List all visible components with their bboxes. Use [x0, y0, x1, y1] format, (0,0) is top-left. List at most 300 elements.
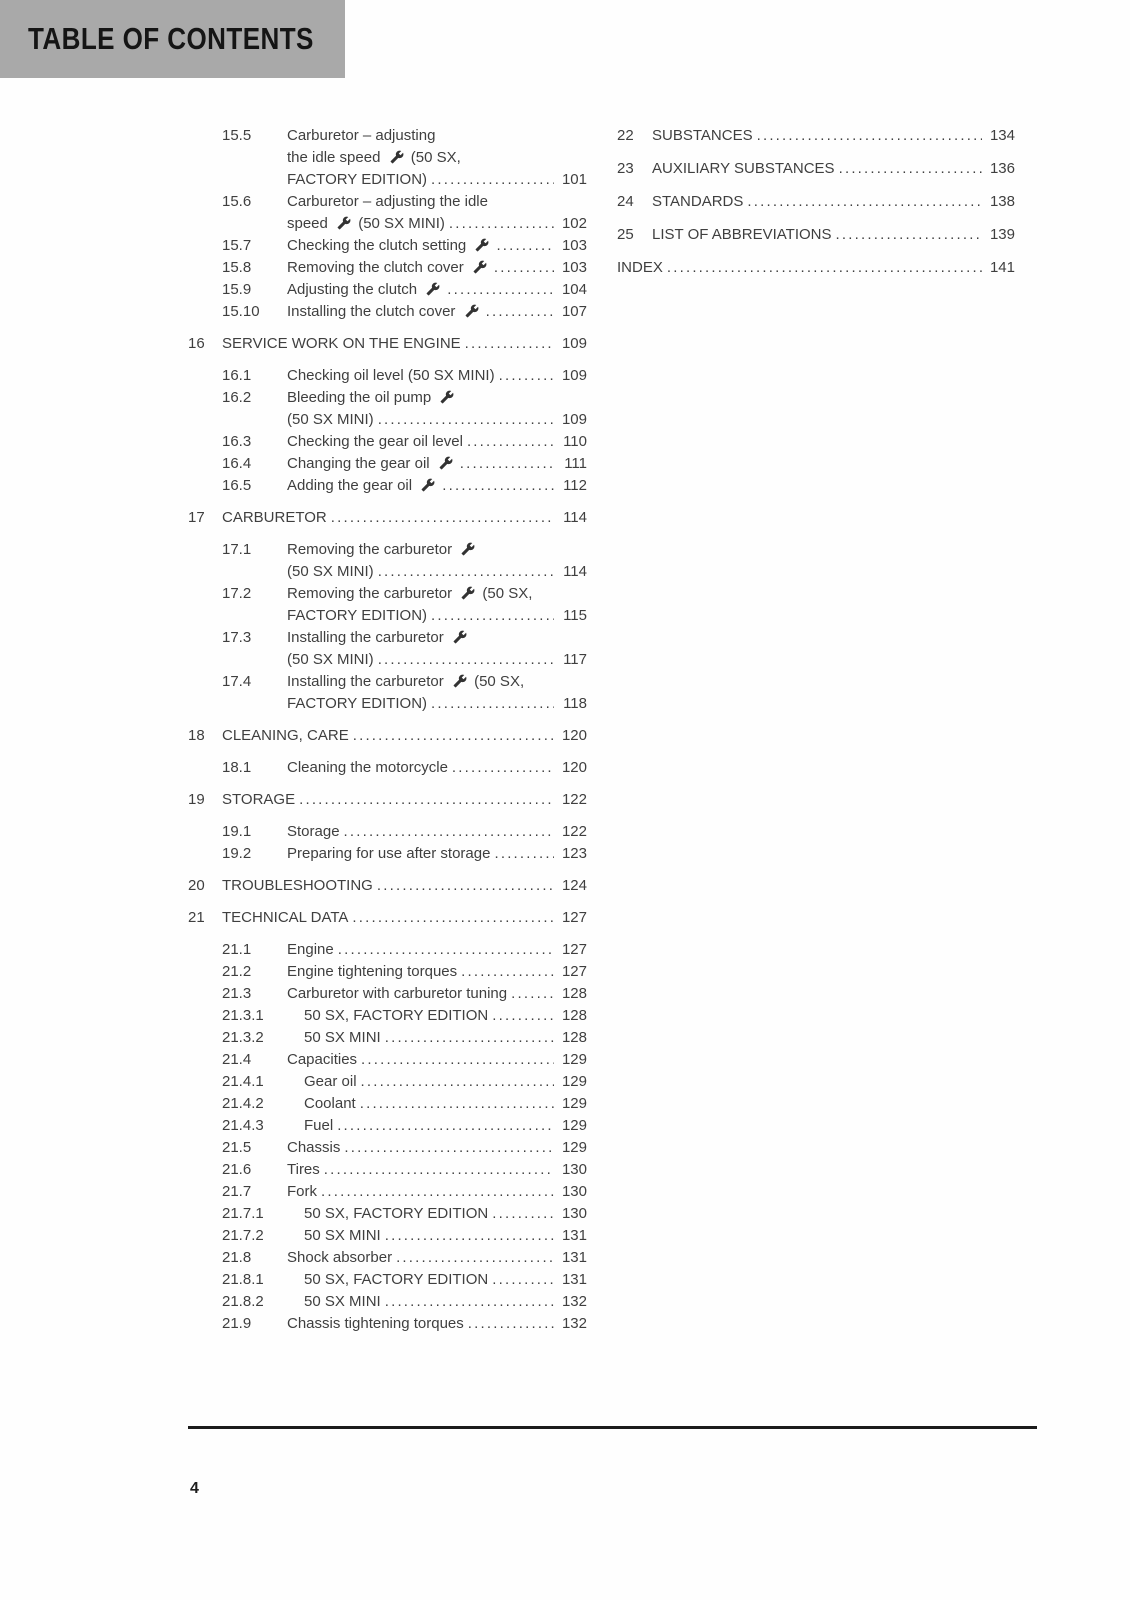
page-title: TABLE OF CONTENTS — [28, 21, 314, 56]
toc-entry-title: Checking oil level (50 SX MINI) — [287, 367, 495, 384]
toc-entry-page: 130 — [561, 1161, 587, 1178]
toc-entry-number: 21.7.2 — [222, 1227, 264, 1244]
toc-entry-title: STORAGE — [222, 791, 296, 808]
toc-entry-body — [222, 907, 587, 929]
toc-entry — [188, 983, 587, 1005]
leader-dots — [486, 301, 554, 323]
toc-entry — [188, 583, 587, 627]
leader-dots — [467, 431, 554, 453]
toc-entry-body — [287, 939, 587, 961]
leader-dots — [321, 1181, 554, 1203]
toc-entry — [188, 453, 587, 475]
footer-rule — [188, 1426, 1037, 1429]
toc-entry-title: SERVICE WORK ON THE ENGINE — [222, 335, 461, 352]
toc-entry-number: 21.4.1 — [222, 1073, 264, 1090]
leader-dots — [431, 693, 554, 715]
toc-entry-number: 21.4.3 — [222, 1117, 264, 1134]
toc-entry-page: 101 — [561, 171, 587, 188]
toc-entry — [188, 671, 587, 715]
toc-entry-title: Carburetor – adjusting — [287, 127, 436, 144]
toc-entry-body — [287, 1313, 587, 1335]
toc-entry-number: 22 — [617, 127, 634, 144]
toc-entry-page: 120 — [561, 759, 587, 776]
toc-entry-body — [222, 875, 587, 897]
toc-entry-number: 21.5 — [222, 1139, 252, 1156]
toc-entry-title: Removing the carburetor — [287, 539, 478, 561]
toc-entry-page: 132 — [561, 1293, 587, 1310]
toc-entry-title: Carburetor with carburetor tuning — [287, 985, 508, 1002]
toc-entry-page: 109 — [561, 367, 587, 384]
toc-entry-title: 50 SX, FACTORY EDITION — [304, 1271, 489, 1288]
leader-dots — [460, 453, 554, 475]
toc-entry — [188, 257, 587, 279]
toc-entry-title: Installing the carburetor — [287, 627, 470, 649]
toc-entry-number: 16.5 — [222, 477, 252, 494]
toc-entry-number: 21.7.1 — [222, 1205, 264, 1222]
toc-entry-body — [652, 125, 1015, 147]
toc-entry-number: 15.6 — [222, 193, 252, 210]
toc-entry-title: Fork — [287, 1183, 317, 1200]
toc-entry-title: SUBSTANCES — [652, 127, 753, 144]
toc-entry-body — [287, 1137, 587, 1159]
leader-dots — [396, 1247, 554, 1269]
toc-entry-title: speed (50 SX MINI) — [287, 215, 445, 232]
toc-entry-title: TROUBLESHOOTING — [222, 877, 373, 894]
toc-entry-page: 134 — [989, 127, 1015, 144]
leader-dots — [338, 939, 554, 961]
toc-entry-page: 129 — [561, 1095, 587, 1112]
toc-entry-page: 103 — [561, 237, 587, 254]
toc-entry-number: 18.1 — [222, 759, 252, 776]
toc-entry-number: 25 — [617, 226, 634, 243]
leader-dots — [757, 125, 982, 147]
toc-entry-number: 21.3.2 — [222, 1029, 264, 1046]
toc-entry-body — [287, 821, 587, 843]
toc-entry-page: 109 — [561, 411, 587, 428]
toc-entry-title: 50 SX, FACTORY EDITION — [304, 1007, 489, 1024]
toc-entry-page: 130 — [561, 1183, 587, 1200]
leader-dots — [353, 725, 554, 747]
leader-dots — [468, 1313, 554, 1335]
wrench-icon — [453, 630, 467, 644]
toc-entry — [188, 539, 587, 583]
toc-entry-title: FACTORY EDITION) — [287, 171, 428, 188]
toc-entry — [188, 365, 587, 387]
toc-entry-body — [287, 843, 587, 865]
toc-entry — [188, 1093, 587, 1115]
toc-entry — [188, 939, 587, 961]
toc-entry-title: Chassis — [287, 1139, 341, 1156]
leader-dots — [494, 843, 554, 865]
leader-dots — [496, 235, 554, 257]
toc-entry-body — [287, 627, 587, 671]
toc-entry — [188, 627, 587, 671]
toc-entry-body — [304, 1291, 587, 1313]
toc-entry-page: 122 — [561, 823, 587, 840]
leader-dots — [492, 1269, 554, 1291]
toc-chapter-entry — [617, 158, 1015, 180]
toc-entry — [617, 257, 1015, 279]
toc-entry — [188, 125, 587, 191]
toc-entry-title: 50 SX MINI — [304, 1227, 381, 1244]
toc-entry-body — [652, 224, 1015, 246]
leader-dots — [352, 907, 554, 929]
leader-dots — [324, 1159, 554, 1181]
toc-entry-title: Changing the gear oil — [287, 453, 456, 475]
toc-entry-body — [287, 1159, 587, 1181]
toc-entry-number: 24 — [617, 193, 634, 210]
toc-entry-number: 20 — [188, 877, 205, 894]
toc-entry — [188, 1291, 587, 1313]
toc-entry-title: TECHNICAL DATA — [222, 909, 349, 926]
toc-entry-title: Gear oil — [304, 1073, 357, 1090]
toc-entry-body — [287, 1247, 587, 1269]
toc-entry-page: 129 — [561, 1139, 587, 1156]
toc-entry-page: 114 — [563, 563, 587, 580]
toc-entry-title: Preparing for use after storage — [287, 845, 491, 862]
leader-dots — [461, 961, 554, 983]
toc-chapter-entry — [617, 191, 1015, 213]
toc-entry-page: 141 — [989, 259, 1015, 276]
toc-entry-title: INDEX — [617, 259, 663, 276]
toc-entry-body — [222, 725, 587, 747]
toc-entry-body — [652, 158, 1015, 180]
leader-dots — [361, 1071, 554, 1093]
toc-entry-page: 138 — [989, 193, 1015, 210]
toc-entry-number: 21.7 — [222, 1183, 252, 1200]
wrench-icon — [461, 586, 475, 600]
toc-entry-body — [287, 125, 587, 191]
toc-entry-title: Installing the carburetor (50 SX, — [287, 673, 525, 690]
leader-dots — [492, 1203, 554, 1225]
wrench-icon — [439, 456, 453, 470]
toc-entry — [188, 431, 587, 453]
toc-entry-body — [287, 431, 587, 453]
toc-entry-number: 21.8.1 — [222, 1271, 264, 1288]
leader-dots — [452, 757, 554, 779]
toc-entry-body — [287, 539, 587, 583]
toc-entry-title: Storage — [287, 823, 340, 840]
toc-entry-number: 16.1 — [222, 367, 252, 384]
leader-dots — [667, 257, 982, 279]
leader-dots — [331, 507, 554, 529]
toc-entry-body — [304, 1005, 587, 1027]
toc-entry — [188, 475, 587, 497]
toc-entry-page: 115 — [563, 607, 587, 624]
toc-entry-body — [287, 475, 587, 497]
toc-chapter-entry — [188, 333, 587, 355]
leader-dots — [378, 561, 554, 583]
toc-entry — [188, 191, 587, 235]
leader-dots — [442, 475, 554, 497]
toc-entry-body — [304, 1225, 587, 1247]
toc-entry-page: 112 — [563, 477, 587, 494]
toc-entry-number: 16.4 — [222, 455, 252, 472]
toc-entry-page: 122 — [561, 791, 587, 808]
toc-entry — [188, 1027, 587, 1049]
toc-entry-title: CARBURETOR — [222, 509, 327, 526]
toc-entry-page: 109 — [561, 335, 587, 352]
toc-entry-number: 19.1 — [222, 823, 252, 840]
toc-entry-page: 114 — [563, 509, 587, 526]
toc-entry-page: 107 — [561, 303, 587, 320]
leader-dots — [499, 365, 554, 387]
toc-entry — [188, 961, 587, 983]
footer-page-number: 4 — [190, 1480, 199, 1497]
toc-entry-body — [287, 583, 587, 627]
toc-entry — [188, 279, 587, 301]
toc-entry-title: Cleaning the motorcycle — [287, 759, 448, 776]
wrench-icon — [475, 238, 489, 252]
toc-entry-number: 15.5 — [222, 127, 252, 144]
toc-entry-number: 17 — [188, 509, 205, 526]
toc-entry-body — [304, 1027, 587, 1049]
toc-chapter-entry — [188, 875, 587, 897]
toc-entry-title: Carburetor – adjusting the idle — [287, 193, 488, 210]
toc-entry-body — [287, 191, 587, 235]
toc-entry-body — [287, 257, 587, 279]
leader-dots — [385, 1027, 554, 1049]
toc-entry-body — [222, 507, 587, 529]
toc-entry-title: Coolant — [304, 1095, 356, 1112]
toc-entry-body — [287, 235, 587, 257]
toc-entry-title: 50 SX, FACTORY EDITION — [304, 1205, 489, 1222]
toc-entry-number: 17.3 — [222, 629, 252, 646]
toc-entry-body — [287, 1049, 587, 1071]
toc-entry-title: FACTORY EDITION) — [287, 695, 428, 712]
toc-entry-number: 23 — [617, 160, 634, 177]
leader-dots — [378, 409, 554, 431]
toc-entry-body — [222, 789, 587, 811]
toc-entry-page: 102 — [561, 215, 587, 232]
toc-entry-page: 129 — [561, 1073, 587, 1090]
wrench-icon — [390, 150, 404, 164]
toc-entry-number: 16 — [188, 335, 205, 352]
toc-entry-title: Capacities — [287, 1051, 358, 1068]
toc-entry — [188, 1247, 587, 1269]
toc-entry-number: 21.4 — [222, 1051, 252, 1068]
toc-entry-page: 136 — [989, 160, 1015, 177]
toc-entry-page: 128 — [561, 1029, 587, 1046]
toc-entry-page: 104 — [561, 281, 587, 298]
toc-entry-body — [287, 365, 587, 387]
toc-entry-body — [287, 961, 587, 983]
toc-entry — [188, 1313, 587, 1335]
toc-entry-page: 129 — [561, 1117, 587, 1134]
toc-entry-page: 128 — [561, 1007, 587, 1024]
toc-entry-title: Engine tightening torques — [287, 963, 458, 980]
toc-entry-title: Removing the clutch cover — [287, 257, 490, 279]
wrench-icon — [426, 282, 440, 296]
toc-entry-page: 127 — [561, 909, 587, 926]
toc-entry-title: Shock absorber — [287, 1249, 393, 1266]
toc-entry-title: CLEANING, CARE — [222, 727, 349, 744]
toc-entry — [188, 1225, 587, 1247]
toc-entry-body — [287, 279, 587, 301]
leader-dots — [511, 983, 554, 1005]
leader-dots — [431, 169, 554, 191]
toc-entry-number: 21.1 — [222, 941, 252, 958]
toc-entry-title: 50 SX MINI — [304, 1293, 381, 1310]
toc-entry-body — [304, 1269, 587, 1291]
toc-entry-page: 110 — [563, 433, 587, 450]
leader-dots — [839, 158, 982, 180]
toc-entry-page: 127 — [561, 941, 587, 958]
leader-dots — [344, 821, 554, 843]
leader-dots — [494, 257, 554, 279]
toc-entry-title: Bleeding the oil pump — [287, 387, 457, 409]
toc-entry-title: Adjusting the clutch — [287, 279, 443, 301]
toc-entry — [188, 1115, 587, 1137]
toc-entry-title: the idle speed (50 SX, — [287, 149, 461, 166]
toc-entry-body — [304, 1071, 587, 1093]
toc-entry-body — [287, 387, 587, 431]
toc-entry-title: (50 SX MINI) — [287, 411, 374, 428]
toc-entry-title: LIST OF ABBREVIATIONS — [652, 226, 832, 243]
toc-chapter-entry — [617, 224, 1015, 246]
toc-entry-number: 17.4 — [222, 673, 252, 690]
toc-entry-title: 50 SX MINI — [304, 1029, 381, 1046]
toc-entry-number: 21.4.2 — [222, 1095, 264, 1112]
toc-entry-number: 18 — [188, 727, 205, 744]
toc-entry-title: Engine — [287, 941, 334, 958]
toc-chapter-entry — [188, 507, 587, 529]
toc-entry-number: 17.2 — [222, 585, 252, 602]
toc-chapter-entry — [617, 125, 1015, 147]
leader-dots — [465, 333, 554, 355]
toc-entry-body — [304, 1115, 587, 1137]
toc-left-column — [188, 125, 587, 1335]
toc-entry-number: 15.8 — [222, 259, 252, 276]
toc-entry-number: 15.10 — [222, 303, 260, 320]
toc-entry-body — [287, 453, 587, 475]
toc-entry — [188, 1269, 587, 1291]
toc-entry-body — [222, 333, 587, 355]
toc-entry-page: 139 — [989, 226, 1015, 243]
toc-entry-page: 131 — [561, 1227, 587, 1244]
toc-entry-page: 130 — [561, 1205, 587, 1222]
toc-entry-title: (50 SX MINI) — [287, 651, 374, 668]
toc-chapter-entry — [188, 907, 587, 929]
toc-entry-number: 21 — [188, 909, 205, 926]
toc-entry-page: 117 — [563, 651, 587, 668]
toc-entry-page: 127 — [561, 963, 587, 980]
toc-entry — [188, 1181, 587, 1203]
toc-entry-body — [287, 301, 587, 323]
toc-entry-page: 118 — [563, 695, 587, 712]
toc-chapter-entry — [188, 789, 587, 811]
leader-dots — [360, 1093, 554, 1115]
leader-dots — [378, 649, 554, 671]
toc-entry-body — [287, 1181, 587, 1203]
toc-entry-number: 16.3 — [222, 433, 252, 450]
toc-entry-title: Tires — [287, 1161, 320, 1178]
toc-entry-page: 128 — [561, 985, 587, 1002]
toc-entry-body — [652, 191, 1015, 213]
toc-entry-title: FACTORY EDITION) — [287, 607, 428, 624]
toc-entry-body — [287, 983, 587, 1005]
toc-entry-number: 15.9 — [222, 281, 252, 298]
toc-entry-body — [287, 671, 587, 715]
leader-dots — [447, 279, 554, 301]
toc-entry-title: (50 SX MINI) — [287, 563, 374, 580]
toc-entry-title: Installing the clutch cover — [287, 301, 482, 323]
toc-entry — [188, 1159, 587, 1181]
toc-entry-page: 131 — [561, 1249, 587, 1266]
toc-entry-number: 21.3.1 — [222, 1007, 264, 1024]
toc-entry — [188, 301, 587, 323]
wrench-icon — [461, 542, 475, 556]
leader-dots — [836, 224, 983, 246]
toc-entry-page: 131 — [561, 1271, 587, 1288]
toc-entry-number: 19 — [188, 791, 205, 808]
leader-dots — [449, 213, 554, 235]
page-title-banner — [0, 0, 345, 78]
leader-dots — [361, 1049, 554, 1071]
toc-entry — [188, 1137, 587, 1159]
wrench-icon — [465, 304, 479, 318]
toc-entry — [188, 1005, 587, 1027]
toc-entry-page: 129 — [561, 1051, 587, 1068]
toc-entry-number: 21.9 — [222, 1315, 252, 1332]
toc-entry-title: AUXILIARY SUBSTANCES — [652, 160, 835, 177]
toc-entry-number: 19.2 — [222, 845, 252, 862]
toc-right-column — [617, 125, 1015, 290]
toc-entry-number: 21.8.2 — [222, 1293, 264, 1310]
toc-entry — [188, 757, 587, 779]
toc-chapter-entry — [188, 725, 587, 747]
wrench-icon — [421, 478, 435, 492]
toc-entry-title: STANDARDS — [652, 193, 744, 210]
toc-entry-number: 16.2 — [222, 389, 252, 406]
toc-entry — [188, 1203, 587, 1225]
leader-dots — [337, 1115, 554, 1137]
leader-dots — [492, 1005, 554, 1027]
toc-entry-number: 21.8 — [222, 1249, 252, 1266]
leader-dots — [299, 789, 554, 811]
toc-entry-body — [287, 757, 587, 779]
toc-entry-title: Checking the gear oil level — [287, 433, 463, 450]
toc-entry-number: 21.6 — [222, 1161, 252, 1178]
toc-entry-title: Removing the carburetor (50 SX, — [287, 585, 533, 602]
toc-entry-title: Checking the clutch setting — [287, 235, 492, 257]
wrench-icon — [337, 216, 351, 230]
toc-entry — [188, 1049, 587, 1071]
toc-entry-page: 103 — [561, 259, 587, 276]
toc-entry-title: Adding the gear oil — [287, 475, 438, 497]
toc-entry-number: 15.7 — [222, 237, 252, 254]
toc-entry — [188, 235, 587, 257]
toc-entry-title: Fuel — [304, 1117, 334, 1134]
leader-dots — [385, 1291, 554, 1313]
leader-dots — [344, 1137, 554, 1159]
wrench-icon — [473, 260, 487, 274]
toc-entry-body — [304, 1093, 587, 1115]
toc-entry-page: 124 — [561, 877, 587, 894]
toc-entry — [188, 821, 587, 843]
toc-entry-number: 17.1 — [222, 541, 252, 558]
leader-dots — [747, 191, 982, 213]
toc-entry-page: 111 — [564, 455, 587, 472]
toc-entry-page: 132 — [561, 1315, 587, 1332]
toc-entry — [188, 843, 587, 865]
wrench-icon — [453, 674, 467, 688]
toc-entry-title: Chassis tightening torques — [287, 1315, 464, 1332]
leader-dots — [377, 875, 554, 897]
toc-entry-page: 120 — [561, 727, 587, 744]
toc-entry-body — [617, 257, 1015, 279]
toc-entry — [188, 387, 587, 431]
